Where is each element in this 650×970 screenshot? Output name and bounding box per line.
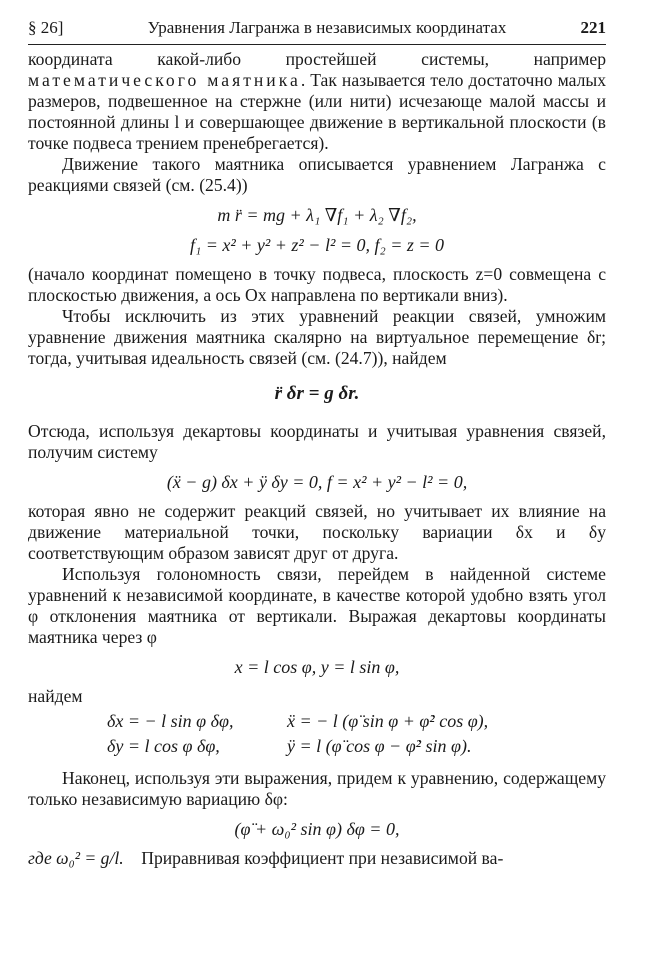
equation-motion: m r̈ = mg + λ₁ ∇f₁ + λ₂ ∇f₂,	[217, 205, 417, 225]
running-title: Уравнения Лагранжа в независимых координатах	[147, 18, 507, 37]
paragraph-eliminate-reactions: Чтобы исключить из этих уравнений реакции связей, умножим уравнение движения маятника скалярно на виртуальное перемещение δr; тогда, учитывая идеальность связей (см. (24.7)), найдем	[28, 306, 606, 368]
paragraph-no-reactions: которая явно не содержит реакций связей, но учитывает их влияние на движение материальной точки, поскольку вариации δx и δy соответствующим образом зависят друг от друга.	[28, 501, 606, 563]
equation-x-ddot: ẍ = − l (φ̈ sin φ + φ̇² cos φ),	[287, 711, 489, 731]
paragraph-coordinate-origin: (начало координат помещено в точку подвеса, плоскость z=0 совмещена с плоскостью движения, а ось Ox направлена по вертикали вниз).	[28, 264, 606, 305]
equation-y-ddot: ÿ = l (φ̈ cos φ − φ̇² sin φ).	[287, 736, 472, 756]
word-found: найдем	[28, 686, 83, 706]
spaced-term: математического маятника	[28, 70, 301, 90]
equation-row-delta-x	[28, 710, 606, 732]
paragraph-pendulum-definition: координата какой-либо простейшей системы, например математического маятника. Так называется тело достаточно малых размеров, подвешенное на стержне (или нити) исчезающе малой массы и постоянной длины l и совершающее движение в вертикальной плоскости (в точке подвеса трением пренебрегается).	[28, 49, 606, 153]
paragraph-final-equation: Наконец, используя эти выражения, придем к уравнению, содержащему только независимую вариацию δφ:	[28, 768, 606, 809]
equation-polar-coords: x = l cos φ, y = l sin φ,	[234, 657, 400, 677]
equation-delta-y: δy = l cos φ δφ,	[107, 736, 220, 756]
page-number: 221	[580, 18, 606, 37]
section-label: § 26]	[28, 18, 64, 37]
omega-definition: где ω₀² = g/l.	[28, 848, 124, 868]
paragraph-omega-definition: где ω₀² = g/l. Приравнивая коэффициент при независимой ва-	[28, 848, 504, 868]
equation-pendulum: (φ̈ + ω₀² sin φ) δφ = 0,	[234, 819, 400, 839]
equation-row-delta-y	[28, 735, 606, 757]
equation-cartesian-system: (ẍ − g) δx + ÿ δy = 0, f = x² + y² − l² = 0,	[166, 472, 468, 492]
running-header	[28, 18, 606, 45]
equation-virtual-work: r̈ δr = g δr.	[274, 383, 360, 404]
paragraph-lagrange-equation: Движение такого маятника описывается уравнением Лагранжа с реакциями связей (см. (25.4))	[28, 154, 606, 195]
paragraph-holonomic: Используя голономность связи, перейдем в найденной системе уравнений к независимой координате, в качестве которой удобно взять угол φ отклонения маятника от вертикали. Выражая декартовы координаты маятника через φ	[28, 564, 606, 647]
equation-delta-x: δx = − l sin φ δφ,	[107, 711, 234, 731]
equation-constraints: f₁ = x² + y² + z² − l² = 0, f₂ = z = 0	[189, 235, 445, 255]
paragraph-cartesian-system: Отсюда, используя декартовы координаты и учитывая уравнения связей, получим систему	[28, 421, 606, 462]
